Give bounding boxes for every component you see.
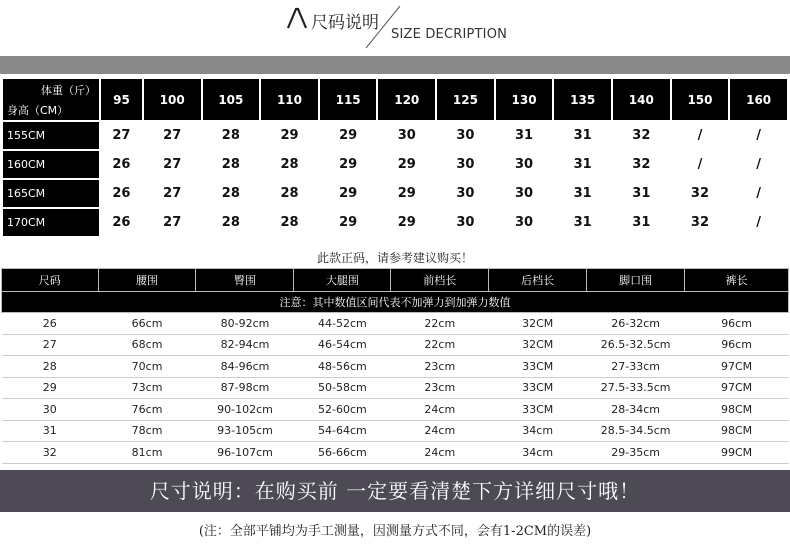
title-chinese: 尺码说明 [311,13,379,33]
length-cell: 98CM [685,420,789,442]
size-cell: 28 [261,180,318,207]
height-cell: 170CM [3,209,99,236]
size-cell: 30 [437,180,494,207]
size-cell: 31 [2,420,99,442]
weight-cell: 150 [672,79,729,120]
hip-cell: 90-102cm [196,399,294,421]
measurement-footnote: (注：全部平铺均为手工测量，因测量方式不同，会有1-2CM的误差) [198,524,592,539]
size-cell: 26 [101,180,142,207]
waist-cell: 68cm [98,334,196,356]
weight-cell: 140 [613,79,670,120]
size-cell: 27 [144,151,201,178]
size-cell: 29 [261,122,318,149]
weight-cell: 115 [320,79,377,120]
table-row [2,420,789,442]
size-row [3,122,787,149]
back-rise-cell: 33CM [489,377,587,399]
size-cell: 27 [144,180,201,207]
size-cell: 29 [320,180,377,207]
front-rise-cell: 24cm [391,399,489,421]
leg-opening-cell: 29-35cm [587,442,685,464]
waist-cell: 66cm [98,313,196,335]
hip-cell: 96-107cm [196,442,294,464]
front-rise-cell: 24cm [391,442,489,464]
thigh-cell: 56-66cm [294,442,391,464]
size-recommendation-table [1,77,789,238]
size-cell: 30 [496,180,553,207]
size-cell: 28 [203,209,260,236]
size-cell: 28 [203,122,260,149]
thigh-cell: 44-52cm [294,313,391,335]
back-rise-cell: 33CM [489,356,587,378]
weight-cell: 105 [203,79,260,120]
size-cell: 30 [496,151,553,178]
height-cell: 160CM [3,151,99,178]
weight-cell: 110 [261,79,318,120]
size-cell: 29 [320,151,377,178]
weight-header-row [3,79,787,120]
weight-cell: 100 [144,79,201,120]
purchase-advice: 此款正码，请参考建议购买！ [316,251,473,265]
thigh-cell: 52-60cm [294,399,391,421]
table-row [2,442,789,464]
weight-label: 体重（斤） [41,84,96,97]
front-rise-cell: 24cm [391,420,489,442]
size-cell: 28 [261,151,318,178]
table-row [2,356,789,378]
size-reminder-banner: 尺寸说明：在购买前 一定要看清楚下方详细尺寸哦！ [0,470,790,512]
waist-cell: 73cm [98,377,196,399]
column-header: 后档长 [489,269,587,292]
weight-cell: 130 [496,79,553,120]
size-cell: 27 [144,209,201,236]
size-cell: 29 [320,122,377,149]
size-cell: 30 [378,122,435,149]
size-row [3,209,787,236]
measurement-header-row [2,269,789,292]
leg-opening-cell: 28.5-34.5cm [587,420,685,442]
size-cell: 29 [378,209,435,236]
thigh-cell: 46-54cm [294,334,391,356]
leg-opening-cell: 28-34cm [587,399,685,421]
size-cell: / [672,151,729,178]
back-rise-cell: 32CM [489,334,587,356]
table-row [2,377,789,399]
size-cell: 31 [496,122,553,149]
gray-divider-band [0,56,790,74]
size-cell: 32 [672,209,729,236]
size-cell: 29 [320,209,377,236]
size-cell: 28 [203,180,260,207]
back-rise-cell: 34cm [489,420,587,442]
table-row [2,334,789,356]
length-cell: 97CM [685,377,789,399]
corner-header [3,79,99,120]
front-rise-cell: 22cm [391,334,489,356]
size-cell: / [672,122,729,149]
column-header: 尺码 [2,269,99,292]
column-header: 臀围 [196,269,294,292]
title-english: SIZE DECRIPTION [391,27,508,42]
size-cell: 32 [613,122,670,149]
length-cell: 98CM [685,399,789,421]
height-cell: 165CM [3,180,99,207]
size-cell: 29 [378,151,435,178]
size-cell: / [730,122,787,149]
size-cell: / [730,151,787,178]
size-cell: 26 [101,151,142,178]
size-cell: 26 [101,209,142,236]
size-cell: 30 [2,399,99,421]
size-cell: 27 [101,122,142,149]
size-cell: 28 [261,209,318,236]
waist-cell: 76cm [98,399,196,421]
hip-cell: 82-94cm [196,334,294,356]
front-rise-cell: 22cm [391,313,489,335]
weight-cell: 125 [437,79,494,120]
size-cell: 28 [203,151,260,178]
size-cell: 29 [378,180,435,207]
size-cell: 26 [2,313,99,335]
size-cell: 30 [496,209,553,236]
back-rise-cell: 34cm [489,442,587,464]
leg-opening-cell: 27.5-33.5cm [587,377,685,399]
weight-cell: 95 [101,79,142,120]
length-cell: 96cm [685,313,789,335]
size-cell: 30 [437,209,494,236]
waist-cell: 70cm [98,356,196,378]
column-header: 前档长 [391,269,489,292]
size-row [3,180,787,207]
hip-cell: 84-96cm [196,356,294,378]
front-rise-cell: 23cm [391,377,489,399]
size-cell: 32 [672,180,729,207]
size-cell: 27 [144,122,201,149]
size-cell: 28 [2,356,99,378]
size-cell: 30 [437,151,494,178]
waist-cell: 81cm [98,442,196,464]
size-cell: / [730,180,787,207]
hip-cell: 93-105cm [196,420,294,442]
thigh-cell: 54-64cm [294,420,391,442]
column-header: 脚口围 [587,269,685,292]
length-cell: 96cm [685,334,789,356]
hip-cell: 87-98cm [196,377,294,399]
elasticity-note: 注意：其中数值区间代表不加弹力到加弹力数值 [2,292,789,313]
column-header: 腰围 [98,269,196,292]
column-header: 裤长 [685,269,789,292]
page-header [0,0,790,52]
size-cell: 32 [2,442,99,464]
front-rise-cell: 23cm [391,356,489,378]
size-cell: 30 [437,122,494,149]
length-cell: 99CM [685,442,789,464]
waist-cell: 78cm [98,420,196,442]
height-cell: 155CM [3,122,99,149]
size-cell: 31 [554,151,611,178]
chevron-up-icon [285,6,309,30]
length-cell: 97CM [685,356,789,378]
size-cell: / [730,209,787,236]
size-cell: 31 [554,209,611,236]
table-row [2,313,789,335]
size-cell: 32 [613,151,670,178]
hip-cell: 80-92cm [196,313,294,335]
leg-opening-cell: 27-33cm [587,356,685,378]
size-cell: 31 [613,209,670,236]
thigh-cell: 48-56cm [294,356,391,378]
back-rise-cell: 33CM [489,399,587,421]
height-label: 身高（CM） [7,104,69,117]
size-cell: 31 [554,180,611,207]
note-row [2,292,789,313]
leg-opening-cell: 26-32cm [587,313,685,335]
weight-cell: 160 [730,79,787,120]
measurement-table [1,268,789,464]
size-cell: 27 [2,334,99,356]
leg-opening-cell: 26.5-32.5cm [587,334,685,356]
size-cell: 31 [613,180,670,207]
thigh-cell: 50-58cm [294,377,391,399]
size-cell: 31 [554,122,611,149]
weight-cell: 135 [554,79,611,120]
table-row [2,399,789,421]
back-rise-cell: 32CM [489,313,587,335]
column-header: 大腿围 [294,269,391,292]
weight-cell: 120 [378,79,435,120]
size-row [3,151,787,178]
size-cell: 29 [2,377,99,399]
